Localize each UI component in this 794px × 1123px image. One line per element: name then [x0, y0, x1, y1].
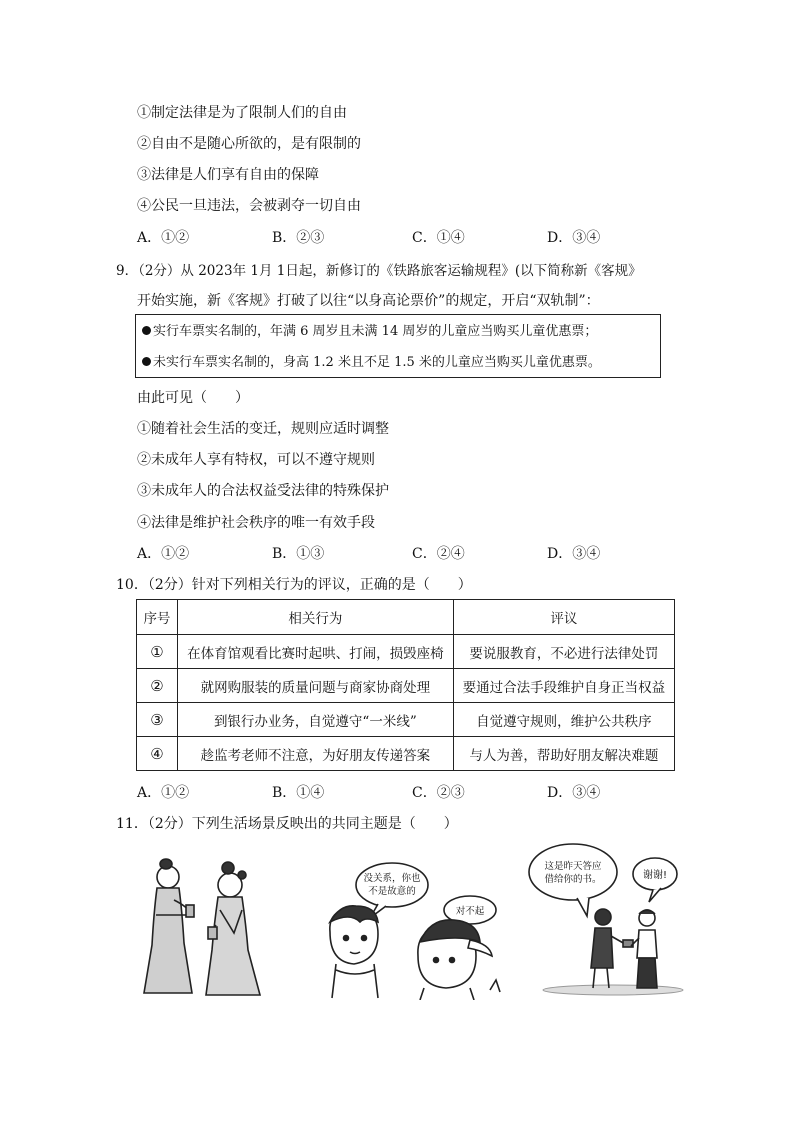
- row-index: ②: [137, 669, 178, 703]
- q8-statement-1: ①制定法律是为了限制人们的自由: [137, 105, 347, 121]
- row-behavior: 在体育馆观看比赛时起哄、打闹，损毁座椅: [177, 635, 453, 669]
- bubble-text-right: 对不起: [455, 906, 485, 917]
- q8-statement-3: ③法律是人们享有自由的保障: [137, 167, 319, 183]
- q9-stem-line-1: 9．（2分）从 2023年 1月 1日起，新修订的《铁路旅客运输规程》(以下简称新《客规》: [116, 263, 642, 279]
- q10-table: [136, 599, 675, 771]
- q10-option-d: D．③④: [547, 785, 601, 801]
- q9-rule-2-text: 未实行车票实名制的，身高 1.2 米且不足 1.5 米的儿童应当购买儿童优惠票。: [153, 355, 601, 370]
- q8-option-c: C．①④: [412, 230, 465, 246]
- bubble-text-left-1: 没关系，你也: [363, 873, 421, 884]
- q10-option-a: A．①②: [137, 785, 190, 801]
- q9-option-a: A．①②: [137, 546, 190, 562]
- row-behavior: 趁监考老师不注意，为好朋友传递答案: [177, 737, 453, 771]
- q8-statement-2: ②自由不是随心所欲的，是有限制的: [137, 136, 361, 152]
- bubble-text-left-2: 不是故意的: [368, 886, 416, 897]
- table-row: [137, 635, 675, 669]
- row-index: ④: [137, 737, 178, 771]
- bubble-text-book-2: 借给你的书。: [544, 874, 602, 885]
- q9-option-c: C．②④: [412, 546, 465, 562]
- bubble-text-book-1: 这是昨天答应: [544, 861, 602, 872]
- q9-statement-2: ②未成年人享有特权，可以不遵守规则: [137, 452, 375, 468]
- row-comment: 要说服教育，不必进行法律处罚: [453, 635, 674, 669]
- header-index: 序号: [137, 600, 178, 635]
- row-index: ①: [137, 635, 178, 669]
- table-row: [137, 703, 675, 737]
- q8-statement-4: ④公民一旦违法，会被剥夺一切自由: [137, 198, 361, 214]
- q9-rules-box: [135, 314, 661, 378]
- q9-statement-1: ①随着社会生活的变迁，规则应适时调整: [137, 421, 389, 437]
- scene-bowing-illustration: [130, 855, 270, 1000]
- q9-statement-4: ④法律是维护社会秩序的唯一有效手段: [137, 515, 375, 531]
- q10-option-c: C．②③: [412, 785, 465, 801]
- q11-stem: 11．（2分）下列生活场景反映出的共同主题是（ ）: [116, 816, 458, 832]
- q9-rule-2: [142, 355, 601, 371]
- header-behavior: 相关行为: [177, 600, 453, 635]
- q9-option-b: B．①③: [272, 546, 325, 562]
- row-comment: 要通过合法手段维护自身正当权益: [453, 669, 674, 703]
- speech-bubble-book: [529, 844, 617, 900]
- speech-bubble-left: [356, 863, 428, 907]
- q9-lead: 由此可见（ ）: [137, 390, 249, 406]
- q10-option-b: B．①④: [272, 785, 325, 801]
- header-comment: 评议: [453, 600, 674, 635]
- bullet-icon: [142, 326, 151, 335]
- table-row: [137, 669, 675, 703]
- row-behavior: 就网购服装的质量问题与商家协商处理: [177, 669, 453, 703]
- bullet-icon: [142, 357, 151, 366]
- table-row: [137, 737, 675, 771]
- q8-option-d: D．③④: [547, 230, 601, 246]
- row-comment: 与人为善，帮助好朋友解决难题: [453, 737, 674, 771]
- q9-stem-line-2: 开始实施，新《客规》打破了以往“以身高论票价”的规定，开启“双轨制”：: [137, 293, 600, 309]
- bubble-text-thanks: 谢谢!: [642, 870, 668, 881]
- table-header-row: [137, 600, 675, 635]
- q9-rule-1-text: 实行车票实名制的，年满 6 周岁且未满 14 周岁的儿童应当购买儿童优惠票；: [153, 324, 598, 339]
- q9-option-d: D．③④: [547, 546, 601, 562]
- scene-apology-illustration: [320, 860, 505, 1000]
- q8-option-a: A．①②: [137, 230, 190, 246]
- row-comment: 自觉遵守规则，维护公共秩序: [453, 703, 674, 737]
- q10-stem: 10．（2分）针对下列相关行为的评议，正确的是（ ）: [116, 577, 472, 593]
- q9-statement-3: ③未成年人的合法权益受法律的特殊保护: [137, 483, 389, 499]
- row-index: ③: [137, 703, 178, 737]
- row-behavior: 到银行办业务，自觉遵守“一米线”: [177, 703, 453, 737]
- q8-option-b: B．②③: [272, 230, 325, 246]
- scene-book-lending-illustration: [525, 840, 700, 1000]
- q9-rule-1: [142, 324, 597, 340]
